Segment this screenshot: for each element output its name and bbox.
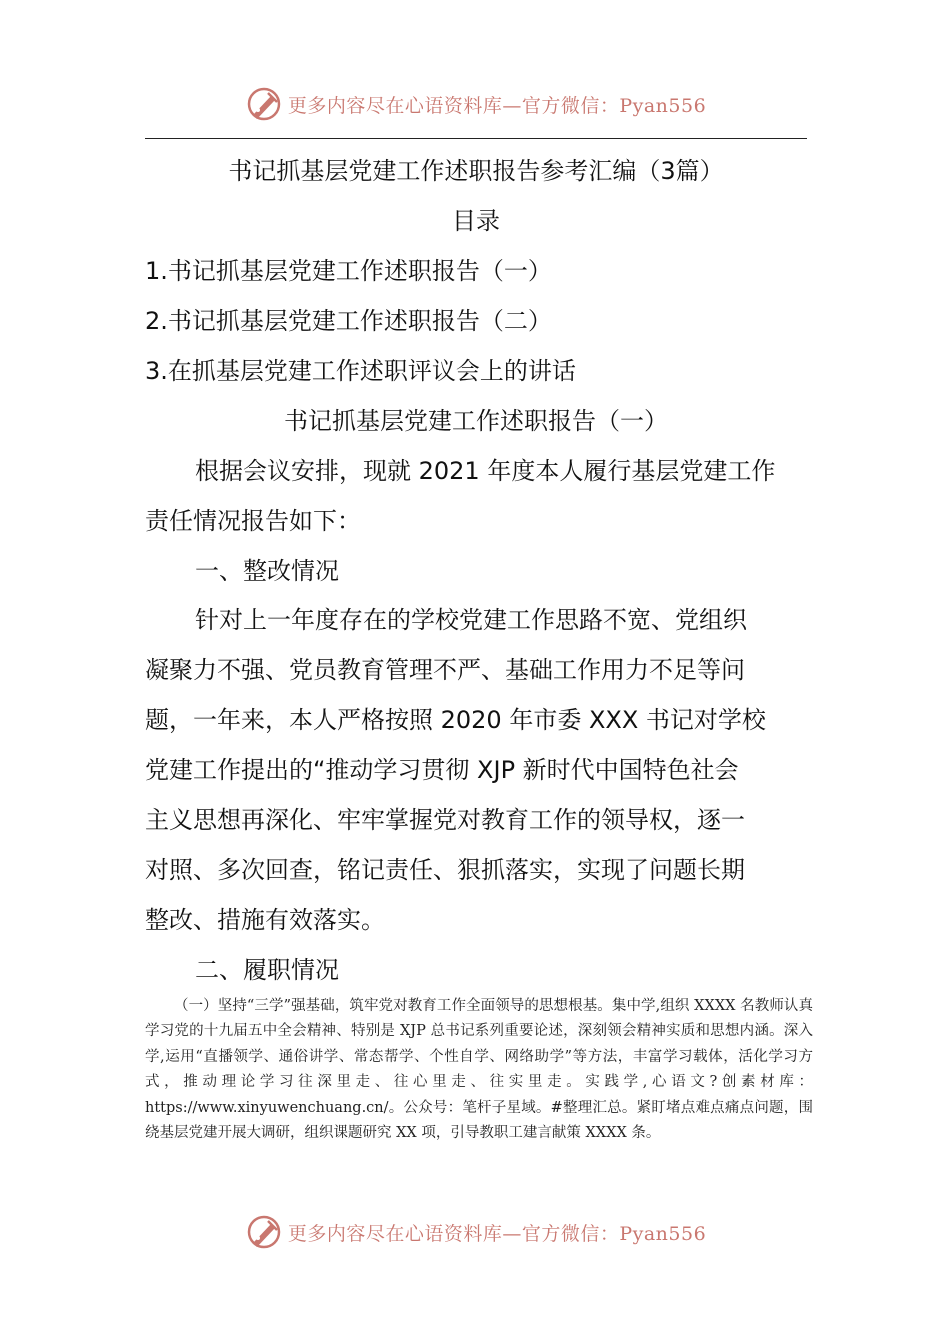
body-line: 针对上一年度存在的学校党建工作思路不宽、党组织 xyxy=(195,606,747,634)
body-line: 党建工作提出的“推动学习贯彻 XJP 新时代中国特色社会 xyxy=(145,756,739,784)
body-line: 整改、措施有效落实。 xyxy=(145,906,385,934)
body-line: 题，一年来，本人严格按照 2020 年市委 XXX 书记对学校 xyxy=(145,706,766,734)
pen-nib-logo-icon xyxy=(244,1212,284,1252)
watermark-text: 更多内容尽在心语资料库—官方微信：Pyan556 xyxy=(287,1222,707,1245)
watermark-text: 更多内容尽在心语资料库—官方微信：Pyan556 xyxy=(287,94,707,117)
header-watermark xyxy=(0,80,950,128)
section-heading: 一、整改情况 xyxy=(195,557,339,585)
footer-watermark xyxy=(0,1208,950,1256)
small-paragraph-text: （一）坚持“三学”强基础，筑牢党对教育工作全面领导的思想根基。集中学,组织 XXXX 名教师认真学习党的十九届五中全会精神、特别是 XJP 总书记系列重要论述，深刻领会精神实质和思想内涵。深入学,运用“直播领学、通俗讲学、常态帮学、个性自学、网络助学”等方法，丰富学习载体，活化学习方式，推动理论学习往深里走、往心里走、往实里走。实践学,心语文?创素材库：https://www.xinyuwenchuang.cn/。公众号：笔杆子星域。#整理汇总。紧盯堵点难点痛点问题，围绕基层党建开展大调研，组织课题研究 XX 项，引导教职工建言献策 XXXX 条。 xyxy=(145,998,813,1142)
toc-item: 2.书记抓基层党建工作述职报告（二） xyxy=(145,307,552,335)
toc-item: 3.在抓基层党建工作述职评议会上的讲话 xyxy=(145,357,576,385)
body-line: 对照、多次回查，铭记责任、狠抓落实，实现了问题长期 xyxy=(145,856,745,884)
body-line: 主义思想再深化、牢牢掌握党对教育工作的领导权，逐一 xyxy=(145,806,745,834)
pen-nib-logo-icon xyxy=(244,84,284,124)
section-heading: 二、履职情况 xyxy=(195,956,339,984)
intro-line: 责任情况报告如下： xyxy=(145,507,361,535)
document-title: 书记抓基层党建工作述职报告参考汇编（3篇） xyxy=(228,157,724,185)
small-paragraph xyxy=(145,994,813,1146)
toc-item: 1.书记抓基层党建工作述职报告（一） xyxy=(145,257,552,285)
body-line: 凝聚力不强、党员教育管理不严、基础工作用力不足等问 xyxy=(145,656,745,684)
section-title: 书记抓基层党建工作述职报告（一） xyxy=(284,407,668,435)
header-rule xyxy=(145,138,807,139)
intro-line: 根据会议安排，现就 2021 年度本人履行基层党建工作 xyxy=(195,457,776,485)
toc-heading: 目录 xyxy=(452,207,500,235)
